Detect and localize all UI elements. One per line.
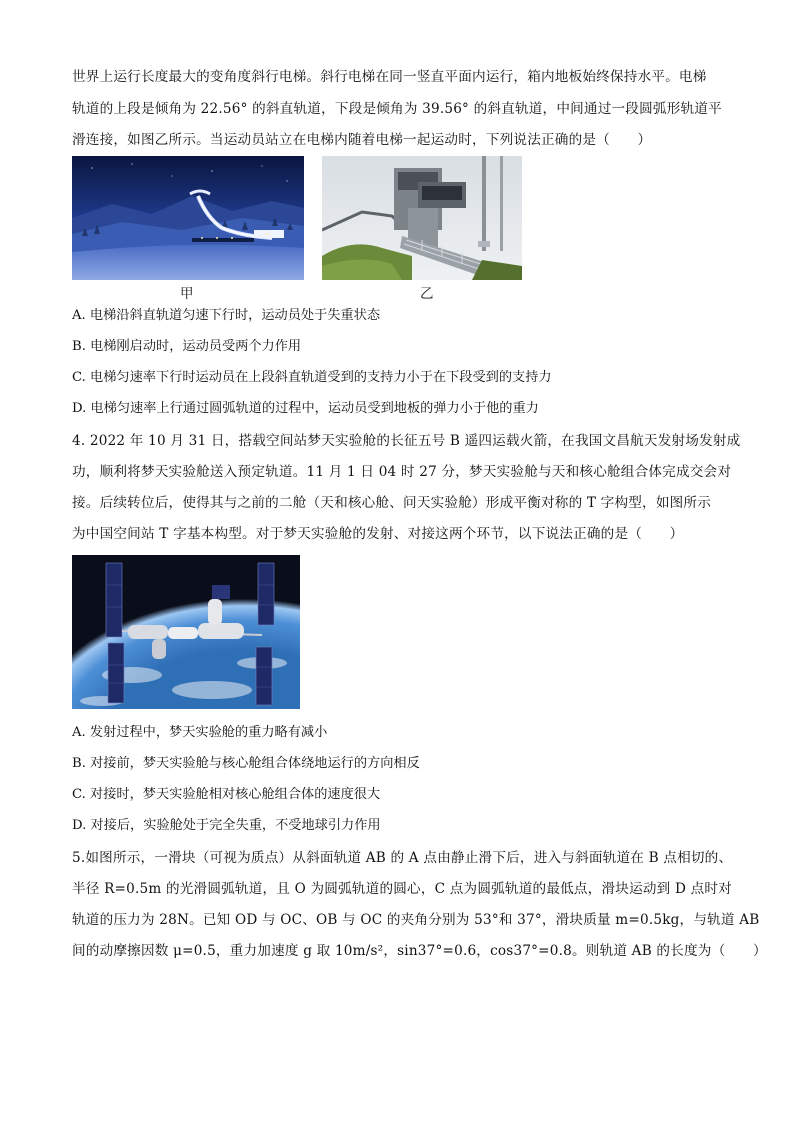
q5-stem-line-4: 间的动摩擦因数 μ=0.5，重力加速度 g 取 10m/s²，sin37°=0.6，cos37°=0.8。则轨道 AB 的长度为（ ） (72, 943, 767, 959)
q3-stem-line-3: 滑连接，如图乙所示。当运动员站立在电梯内随着电梯一起运动时，下列说法正确的是（ ） (72, 132, 652, 148)
q4-option-d: D. 对接后，实验舱处于完全失重，不受地球引力作用 (72, 818, 381, 833)
q3-stem-line-1: 世界上运行长度最大的变角度斜行电梯。斜行电梯在同一竖直平面内运行，箱内地板始终保持水平。电梯 (72, 69, 707, 85)
q3-stem-line-2: 轨道的上段是倾角为 22.56° 的斜直轨道，下段是倾角为 39.56° 的斜直轨道，中间通过一段圆弧形轨道平 (72, 101, 722, 117)
q3-option-c: C. 电梯匀速率下行时运动员在上段斜直轨道受到的支持力小于在下段受到的支持力 (72, 370, 552, 385)
figure-caption-jia: 甲 (180, 286, 194, 302)
q4-stem-line-4: 为中国空间站 T 字基本构型。对于梦天实验舱的发射、对接这两个环节，以下说法正确的是（ ） (72, 526, 684, 542)
q3-option-b: B. 电梯刚启动时，运动员受两个力作用 (72, 339, 302, 354)
q5-stem-line-3: 轨道的压力为 28N。已知 OD 与 OC、OB 与 OC 的夹角分别为 53°和 37°，滑块质量 m=0.5kg，与轨道 AB (72, 912, 760, 928)
q4-option-b: B. 对接前，梦天实验舱与核心舱组合体绕地运行的方向相反 (72, 756, 420, 771)
ski-jump-night-photo (72, 156, 304, 280)
space-station-photo (72, 555, 300, 709)
q4-stem-line-3: 接。后续转位后，使得其与之前的二舱（天和核心舱、问天实验舱）形成平衡对称的 T 字构型，如图所示 (72, 495, 712, 511)
q3-option-a: A. 电梯沿斜直轨道匀速下行时，运动员处于失重状态 (72, 308, 381, 323)
q5-stem-line-1: 5.如图所示，一滑块（可视为质点）从斜面轨道 AB 的 A 点由静止滑下后，进入与斜面轨道在 B 点相切的、 (72, 850, 733, 866)
q4-option-a: A. 发射过程中，梦天实验舱的重力略有减小 (72, 725, 328, 740)
figure-caption-yi: 乙 (420, 286, 434, 302)
q4-stem-line-1: 4. 2022 年 10 月 31 日，搭载空间站梦天实验舱的长征五号 B 遥四运载火箭，在我国文昌航天发射场发射成 (72, 433, 741, 449)
q4-option-c: C. 对接时，梦天实验舱相对核心舱组合体的速度很大 (72, 787, 381, 802)
q5-stem-line-2: 半径 R=0.5m 的光滑圆弧轨道，且 O 为圆弧轨道的圆心，C 点为圆弧轨道的最低点，滑块运动到 D 点时对 (72, 881, 732, 897)
q3-option-d: D. 电梯匀速率上行通过圆弧轨道的过程中，运动员受到地板的弹力小于他的重力 (72, 401, 539, 416)
q4-stem-line-2: 功，顺利将梦天实验舱送入预定轨道。11 月 1 日 04 时 27 分，梦天实验舱与天和核心舱组合体完成交会对 (72, 464, 732, 480)
incline-elevator-tower-photo (322, 156, 522, 280)
